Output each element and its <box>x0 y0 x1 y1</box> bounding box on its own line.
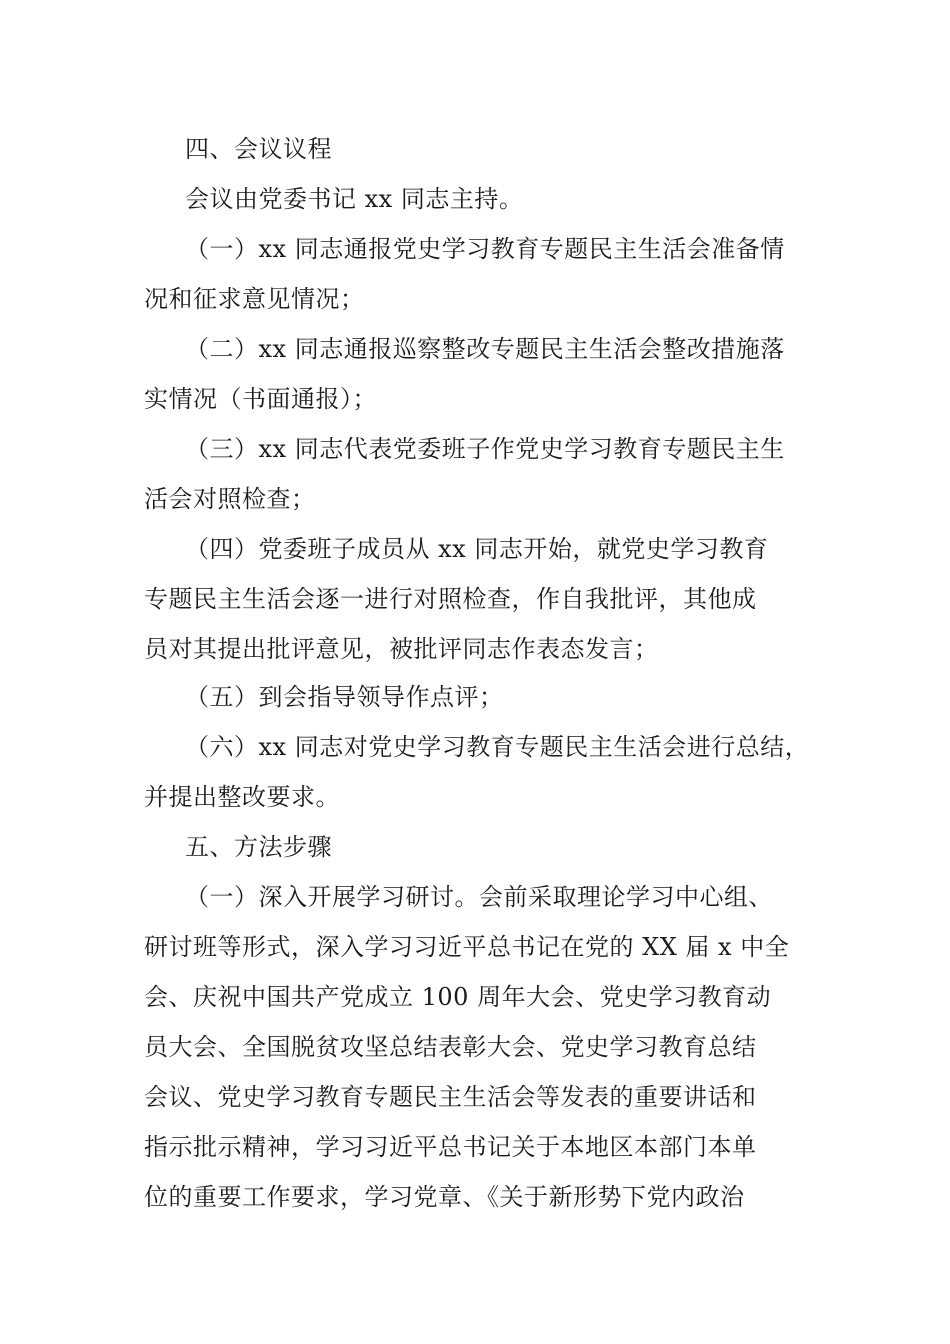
paragraph-line: （一）xx 同志通报党史学习教育专题民主生活会准备情 <box>185 235 785 263</box>
paragraph-line: （一）深入开展学习研讨。会前采取理论学习中心组、 <box>185 883 773 911</box>
paragraph-line: 并提出整改要求。 <box>144 783 340 811</box>
paragraph-line: 会议由党委书记 xx 同志主持。 <box>185 185 524 213</box>
paragraph-line: 况和征求意见情况； <box>144 285 365 313</box>
paragraph-line: （六）xx 同志对党史学习教育专题民主生活会进行总结， <box>185 733 810 761</box>
paragraph-line: 活会对照检查； <box>144 485 316 513</box>
paragraph-line: 专题民主生活会逐一进行对照检查，作自我批评，其他成 <box>144 585 757 613</box>
section-heading-methods: 五、方法步骤 <box>185 833 332 861</box>
paragraph-line: 实情况（书面通报）； <box>144 385 377 413</box>
paragraph-line: 位的重要工作要求，学习党章、《关于新形势下党内政治 <box>144 1183 745 1211</box>
paragraph-line: 会议、党史学习教育专题民主生活会等发表的重要讲话和 <box>144 1083 757 1111</box>
paragraph-line: 员大会、全国脱贫攻坚总结表彰大会、党史学习教育总结 <box>144 1033 757 1061</box>
paragraph-line: 会、庆祝中国共产党成立 100 周年大会、党史学习教育动 <box>144 983 772 1011</box>
paragraph-line: （五）到会指导领导作点评； <box>185 683 504 711</box>
paragraph-line: 研讨班等形式，深入学习习近平总书记在党的 XX 届 x 中全 <box>144 933 790 961</box>
paragraph-line: （四）党委班子成员从 xx 同志开始，就党史学习教育 <box>185 535 769 563</box>
paragraph-line: （三）xx 同志代表党委班子作党史学习教育专题民主生 <box>185 435 785 463</box>
section-heading-agenda: 四、会议议程 <box>185 135 332 163</box>
paragraph-line: 员对其提出批评意见，被批评同志作表态发言； <box>144 635 659 663</box>
paragraph-line: 指示批示精神，学习习近平总书记关于本地区本部门本单 <box>144 1133 757 1161</box>
paragraph-line: （二）xx 同志通报巡察整改专题民主生活会整改措施落 <box>185 335 785 363</box>
